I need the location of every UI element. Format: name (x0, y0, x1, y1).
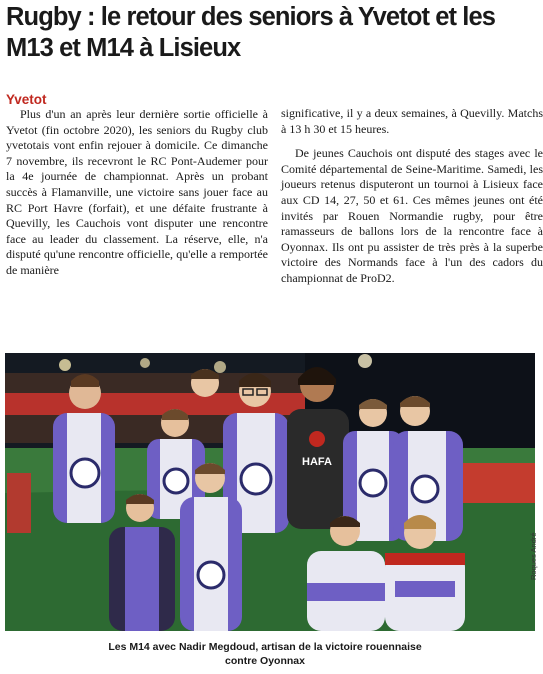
headline: Rugby : le retour des seniors à Yvetot et les M13 et M14 à Lisieux (6, 3, 496, 62)
side-board (453, 463, 535, 503)
article-column-left (6, 92, 268, 279)
photo-credit: Roques André (529, 532, 538, 580)
paragraph-2: De jeunes Cauchois ont disputé des stages avec le Comité départemental de Seine-Maritime. Samedi, les joueurs retenus disputeront un tournoi à Lisieux face aux CD 14, 27, 50 et 61. Ces mêmes jeunes ont été invités par Rouen Normandie rugby, pour être ramasseurs de ballons lors de la rencontre face à Oyonnax. Ils ont pu assister de très près à la superbe victoire des Normands face à l'un des cadors du championnat de ProD2. (281, 146, 543, 285)
photo-caption (40, 640, 490, 668)
section-rubric: Yvetot (6, 92, 47, 107)
caption-line-1: Les M14 avec Nadir Megdoud, artisan de la victoire rouennaise (108, 641, 422, 653)
pro-player-jersey (287, 409, 349, 529)
paragraph-1-continued: significative, il y a deux semaines, à Quevilly. Matchs à 13 h 30 et 15 heures. (281, 106, 543, 136)
caption-line-2: contre Oyonnax (225, 655, 305, 667)
paragraph-1: Plus d'un an après leur dernière sortie officielle à Yvetot (fin octobre 2020), les seniors du Rugby club yvetotais vont enfin rejouer à domicile. Ce dimanche 7 novembre, ils recevront le RC Pont-Audemer pour la 4e journée de championnat. Après un probant succès à Flamanville, une victoire sans jouer face au RC Port Havre (forfait), et une défaite frustrante à Quevilly, les Cauchois vont disputer une rencontre face au leader du classement. La réserve, elle, n'a disputé qu'une rencontre officielle, qu'elle a remportée de manière (6, 107, 268, 277)
article-column-right (281, 106, 543, 287)
team-photo-illustration (5, 353, 535, 631)
sponsor-text: HAFA (302, 456, 332, 468)
team-photo (5, 353, 535, 631)
